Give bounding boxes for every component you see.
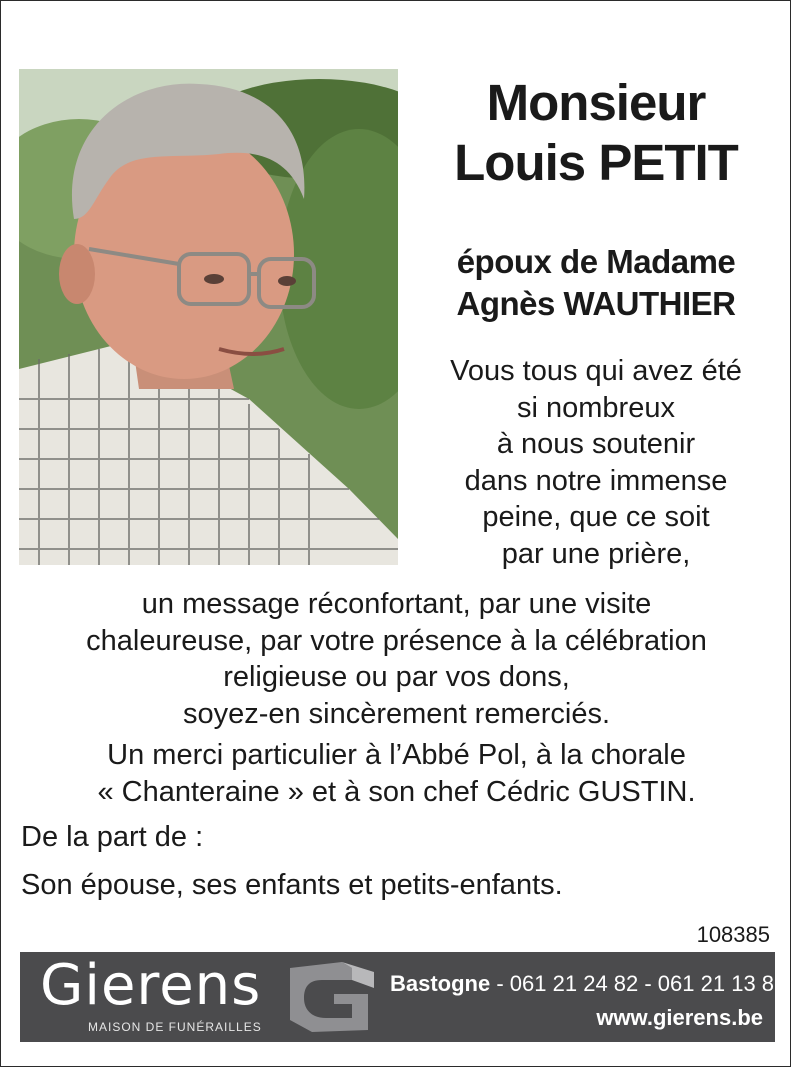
funeral-home-website[interactable]: www.gierens.be xyxy=(596,1005,763,1030)
deceased-title: Monsieur xyxy=(486,74,706,131)
funeral-home-contact xyxy=(390,970,786,998)
spouse-info xyxy=(401,241,791,325)
message-line: religieuse ou par vos dons, xyxy=(223,661,570,693)
message-line: Vous tous qui avez été xyxy=(450,355,742,387)
deceased-full-name: Louis PETIT xyxy=(454,134,738,191)
message-line: dans notre immense xyxy=(464,464,728,497)
message-line: à nous soutenir xyxy=(496,428,696,460)
signature-from: De la part de : xyxy=(21,821,204,853)
funeral-home-subtitle: MAISON DE FUNÉRAILLES xyxy=(88,1020,262,1034)
funeral-home-banner xyxy=(20,952,787,1042)
thanks-line: « Chanteraine » et à son chef Cédric GUSTIN. xyxy=(97,775,696,808)
message-side xyxy=(401,353,791,572)
deceased-name xyxy=(401,73,791,193)
spouse-name: Agnès WAUTHIER xyxy=(456,285,736,322)
reference-number: 108385 xyxy=(696,922,770,947)
message-line: si nombreux xyxy=(517,391,675,424)
message-line: peine, que ce soit xyxy=(482,501,710,533)
funeral-home-logo-icon xyxy=(282,958,382,1041)
special-thanks xyxy=(1,737,791,810)
funeral-home-city: Bastogne xyxy=(390,971,491,996)
signature-family: Son épouse, ses enfants et petits-enfants. xyxy=(21,869,563,901)
message-line: soyez-en sincèrement remerciés. xyxy=(182,697,611,730)
message-line: chaleureuse, par votre présence à la célébration xyxy=(86,624,707,657)
message-continued xyxy=(1,586,791,732)
message-line: par une prière, xyxy=(501,537,691,570)
portrait-photo xyxy=(19,69,398,565)
funeral-home-phones: - 061 21 24 82 - 061 21 13 87 xyxy=(490,971,787,996)
thanks-line: Un merci particulier à l’Abbé Pol, à la chorale xyxy=(107,739,686,771)
funeral-home-logo-text: Gierens xyxy=(40,953,262,1018)
message-line: un message réconfortant, par une visite xyxy=(141,588,652,620)
spouse-line: époux de Madame xyxy=(456,243,736,280)
